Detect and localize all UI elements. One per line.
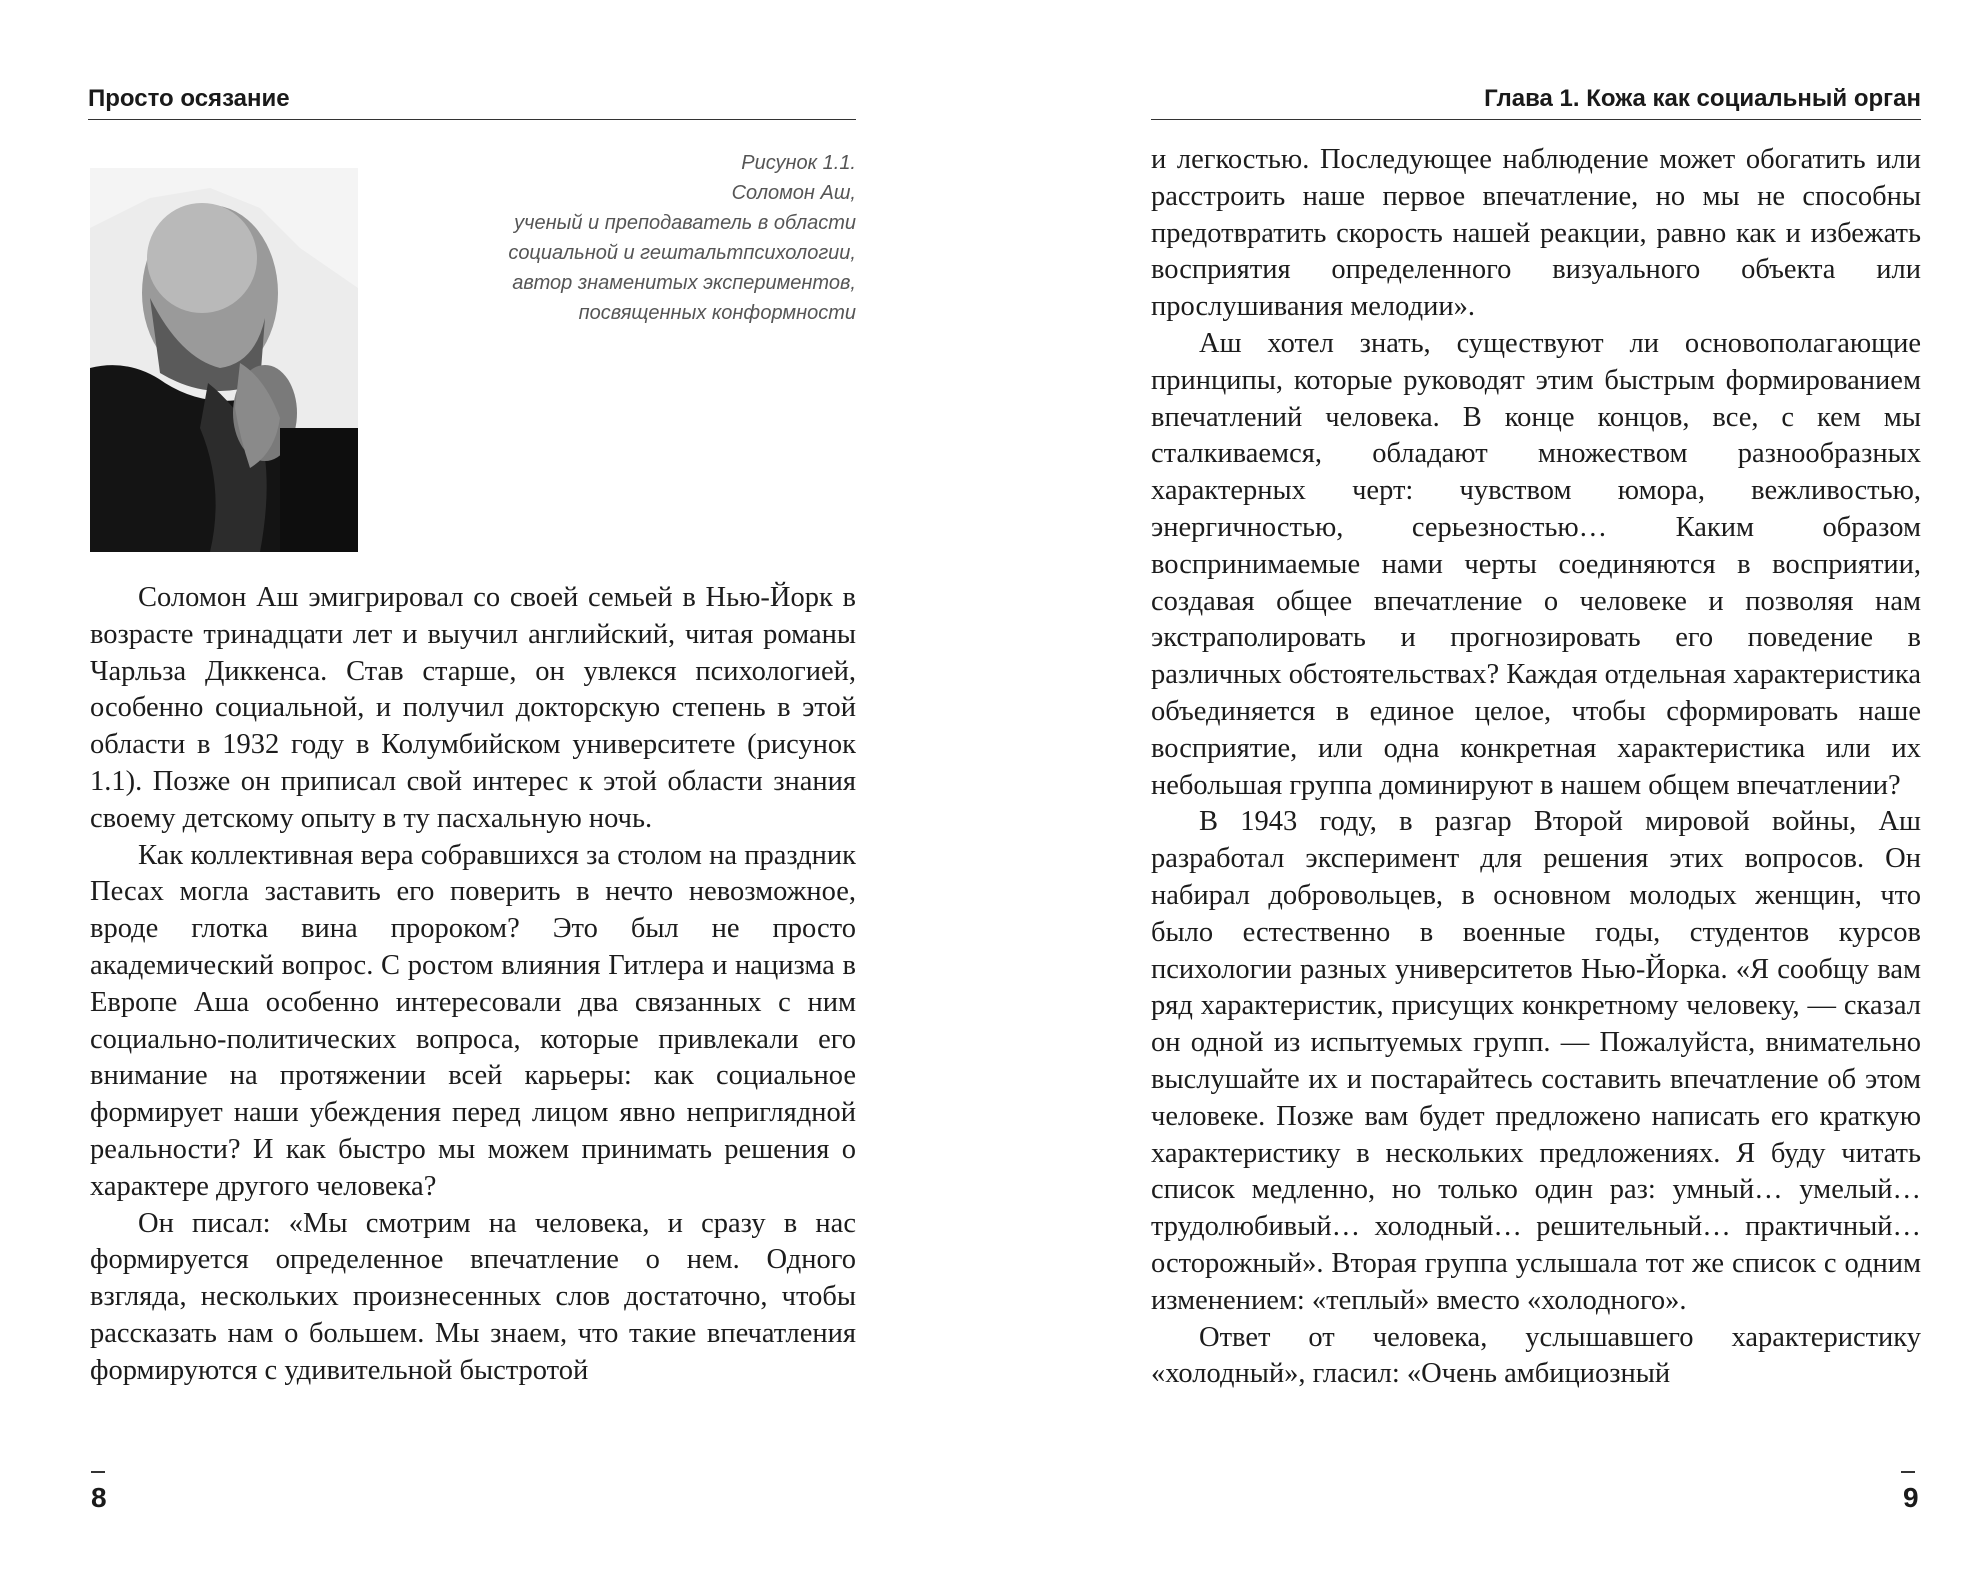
caption-figure-number: Рисунок 1.1. bbox=[741, 152, 856, 174]
portrait-photo bbox=[90, 168, 358, 552]
caption-line: автор знаменитых экспериментов, bbox=[512, 272, 856, 294]
paragraph: Как коллективная вера собравшихся за столом на праздник Песах могла заставить его поверить в нечто невозможное, вроде глотка вина пророком? Это был не просто академический вопрос. С ростом влияния Гитлера и нацизма в Европе Аша особенно интересовали два связанных с ним социально-политических вопроса, которые привлекали его внимание на протяжении всей карьеры: как социальное формирует наши убеждения перед лицом явно неприглядной реальности? И как быстро мы можем принимать решения о характере другого человека? bbox=[90, 839, 856, 1202]
paragraph: Аш хотел знать, существуют ли основополагающие принципы, которые руководят этим быстрым формированием впечатлений человека. В конце концов, все, с кем мы сталкиваемся, обладают множеством разнообразных характерных черт: чувством юмора, вежливостью, энергичностью, серьезностью… Каким образом воспринимаемые нами черты соединяются в восприятии, создавая общее впечатление о человеке и позволяя нам экстраполировать и прогнозировать его поведение в различных обстоятельствах? Каждая отдельная характеристика объединяется в единое целое, чтобы сформировать наше восприятие, или одна конкретная характеристика или их небольшая группа доминируют в нашем общем впечатлении? bbox=[1151, 327, 1921, 801]
paragraph: В 1943 году, в разгар Второй мировой войны, Аш разработал эксперимент для решения этих вопросов. Он набирал добровольцев, в основном молодых женщин, что было естественно в военные годы, студентов курсов психологии разных университетов Нью-Йорка. «Я сообщу вам ряд характеристик, присущих конкретному человеку, — сказал он одной из испытуемых групп. — Пожалуйста, внимательно выслушайте их и постарайтесь составить впечатление об этом человеке. Позже вам будет предложено написать его краткую характеристику в нескольких предложениях. Я буду читать список медленно, но только один раз: умный… умелый… трудолюбивый… холодный… решительный… практичный… осторожный». Вторая группа услышала тот же список с одним изменением: «теплый» вместо «холодного». bbox=[1151, 806, 1921, 1316]
body-text-right bbox=[1151, 142, 1921, 1393]
paragraph: Соломон Аш эмигрировал со своей семьей в Нью-Йорк в возрасте тринадцати лет и выучил английский, читая романы Чарльза Диккенса. Став старше, он увлекся психологией, особенно социальной, и получил докторскую степень в этой области в 1932 году в Колумбийском университете (рисунок 1.1). Позже он приписал свой интерес к этой области знания своему детскому опыту в ту пасхальную ночь. bbox=[90, 582, 856, 834]
portrait-photo-icon bbox=[90, 168, 358, 552]
caption-line: посвященных конформности bbox=[578, 302, 856, 324]
figure-caption bbox=[380, 148, 856, 328]
running-head-right: Глава 1. Кожа как социальный орган bbox=[1151, 84, 1921, 120]
paragraph: Ответ от человека, услышавшего характеристику «холодный», гласил: «Очень амбициозный bbox=[1151, 1321, 1921, 1390]
paragraph-continued: и легкостью. Последующее наблюдение может обогатить или расстроить наше первое впечатление, но мы не способны предотвратить скорость нашей реакции, равно как и избежать восприятия определенного визуального объекта или прослушивания мелодии». bbox=[1151, 144, 1921, 323]
running-head-left: Просто осязание bbox=[88, 84, 856, 120]
paragraph: Он писал: «Мы смотрим на человека, и сразу в нас формируется определенное впечатление о нем. Одного взгляда, нескольких произнесенных слов достаточно, чтобы рассказать нам о большем. Мы знаем, что такие впечатления формируются с удивительной быстротой bbox=[90, 1207, 856, 1386]
folio-rule bbox=[1901, 1471, 1915, 1473]
caption-line: социальной и гештальтпсихологии, bbox=[508, 242, 856, 264]
right-page bbox=[991, 0, 1982, 1588]
folio-rule bbox=[91, 1471, 105, 1473]
caption-line: ученый и преподаватель в области bbox=[514, 212, 856, 234]
page-number-left: 8 bbox=[91, 1482, 107, 1513]
body-text-left bbox=[90, 580, 856, 1390]
caption-name: Соломон Аш, bbox=[731, 182, 856, 204]
page-number-right: 9 bbox=[1903, 1482, 1919, 1513]
